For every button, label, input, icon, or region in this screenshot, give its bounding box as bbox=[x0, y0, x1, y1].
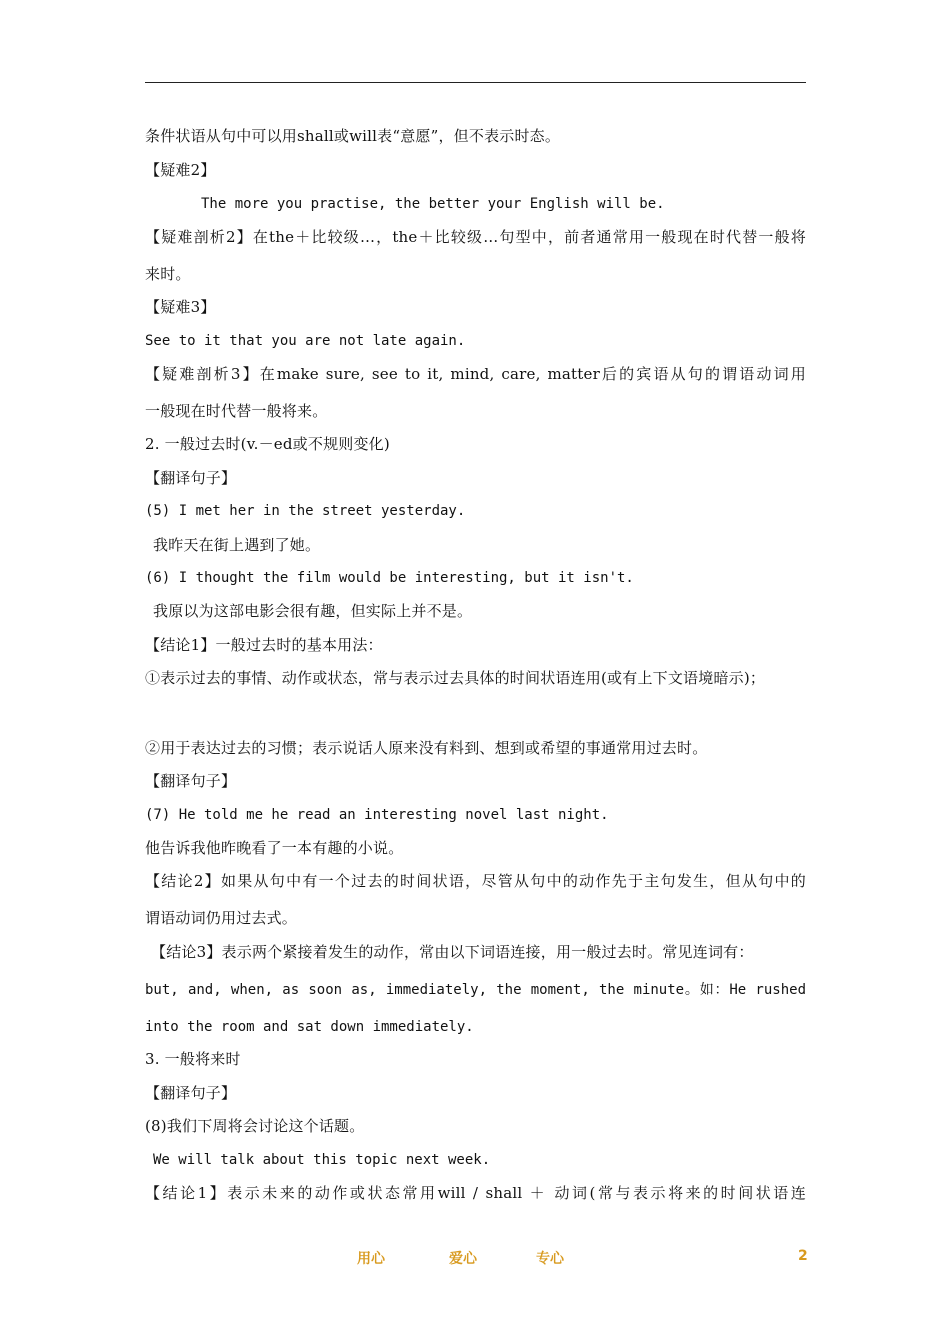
section-heading: 3. 一般将来时 bbox=[145, 1050, 241, 1068]
text-line: 一般现在时代替一般将来。 bbox=[145, 402, 328, 420]
heading-yinan-2: 【疑难2】 bbox=[145, 161, 216, 179]
translation: 我原以为这部电影会很有趣，但实际上并不是。 bbox=[153, 602, 473, 620]
example-sentence: The more you practise, the better your English will be. bbox=[201, 196, 665, 212]
example-sentence: See to it that you are not late again. bbox=[145, 333, 466, 349]
text-line: 条件状语从句中可以用shall或will表“意愿”，但不表示时态。 bbox=[145, 127, 561, 145]
footer-right: 专心 bbox=[536, 1251, 564, 1267]
heading-translate: 【翻译句子】 bbox=[145, 1084, 237, 1102]
header-rule bbox=[145, 82, 806, 83]
text-line: 【疑难剖析2】在the＋比较级…，the＋比较级…句型中，前者通常用一般现在时代替一般将 bbox=[145, 228, 806, 246]
example-sentence: (7) He told me he read an interesting novel last night. bbox=[145, 807, 609, 823]
translation-prompt: (8)我们下周将会讨论这个话题。 bbox=[145, 1117, 365, 1135]
translation: 他告诉我他昨晚看了一本有趣的小说。 bbox=[145, 839, 404, 857]
translation: 我昨天在街上遇到了她。 bbox=[153, 536, 321, 554]
text-line: but, and, when, as soon as, immediately, the moment, the minute。如：He rushed bbox=[145, 982, 806, 998]
conclusion-heading: 【结论1】一般过去时的基本用法： bbox=[145, 636, 383, 654]
text-line: 【疑难剖析3】在make sure, see to it, mind, care, matter后的宾语从句的谓语动词用 bbox=[145, 365, 806, 383]
text-line: 来时。 bbox=[145, 265, 191, 283]
example-sentence: (5) I met her in the street yesterday. bbox=[145, 503, 466, 519]
usage-item: ①表示过去的事情、动作或状态，常与表示过去具体的时间状语连用(或有上下文语境暗示)； bbox=[145, 669, 766, 687]
heading-translate: 【翻译句子】 bbox=[145, 772, 237, 790]
text-line: into the room and sat down immediately. bbox=[145, 1019, 474, 1035]
heading-translate: 【翻译句子】 bbox=[145, 469, 237, 487]
text-line: 【结论2】如果从句中有一个过去的时间状语，尽管从句中的动作先于主句发生，但从句中的 bbox=[145, 872, 806, 890]
text-line: 谓语动词仍用过去式。 bbox=[145, 909, 298, 927]
heading-yinan-3: 【疑难3】 bbox=[145, 298, 216, 316]
text-line: 【结论1】表示未来的动作或状态常用will / shall ＋ 动词(常与表示将来的时间状语连 bbox=[145, 1184, 806, 1202]
usage-item: ②用于表达过去的习惯；表示说话人原来没有料到、想到或希望的事通常用过去时。 bbox=[145, 739, 708, 757]
example-sentence: We will talk about this topic next week. bbox=[153, 1152, 491, 1168]
example-sentence: (6) I thought the film would be interesting, but it isn't. bbox=[145, 570, 634, 586]
page-number: 2 bbox=[798, 1248, 808, 1264]
footer-middle: 爱心 bbox=[449, 1251, 477, 1267]
text-line: 【结论3】表示两个紧接着发生的动作，常由以下词语连接，用一般过去时。常见连词有： bbox=[151, 943, 754, 961]
footer-left: 用心 bbox=[357, 1251, 385, 1267]
section-heading: 2. 一般过去时(v.－ed或不规则变化) bbox=[145, 435, 390, 453]
